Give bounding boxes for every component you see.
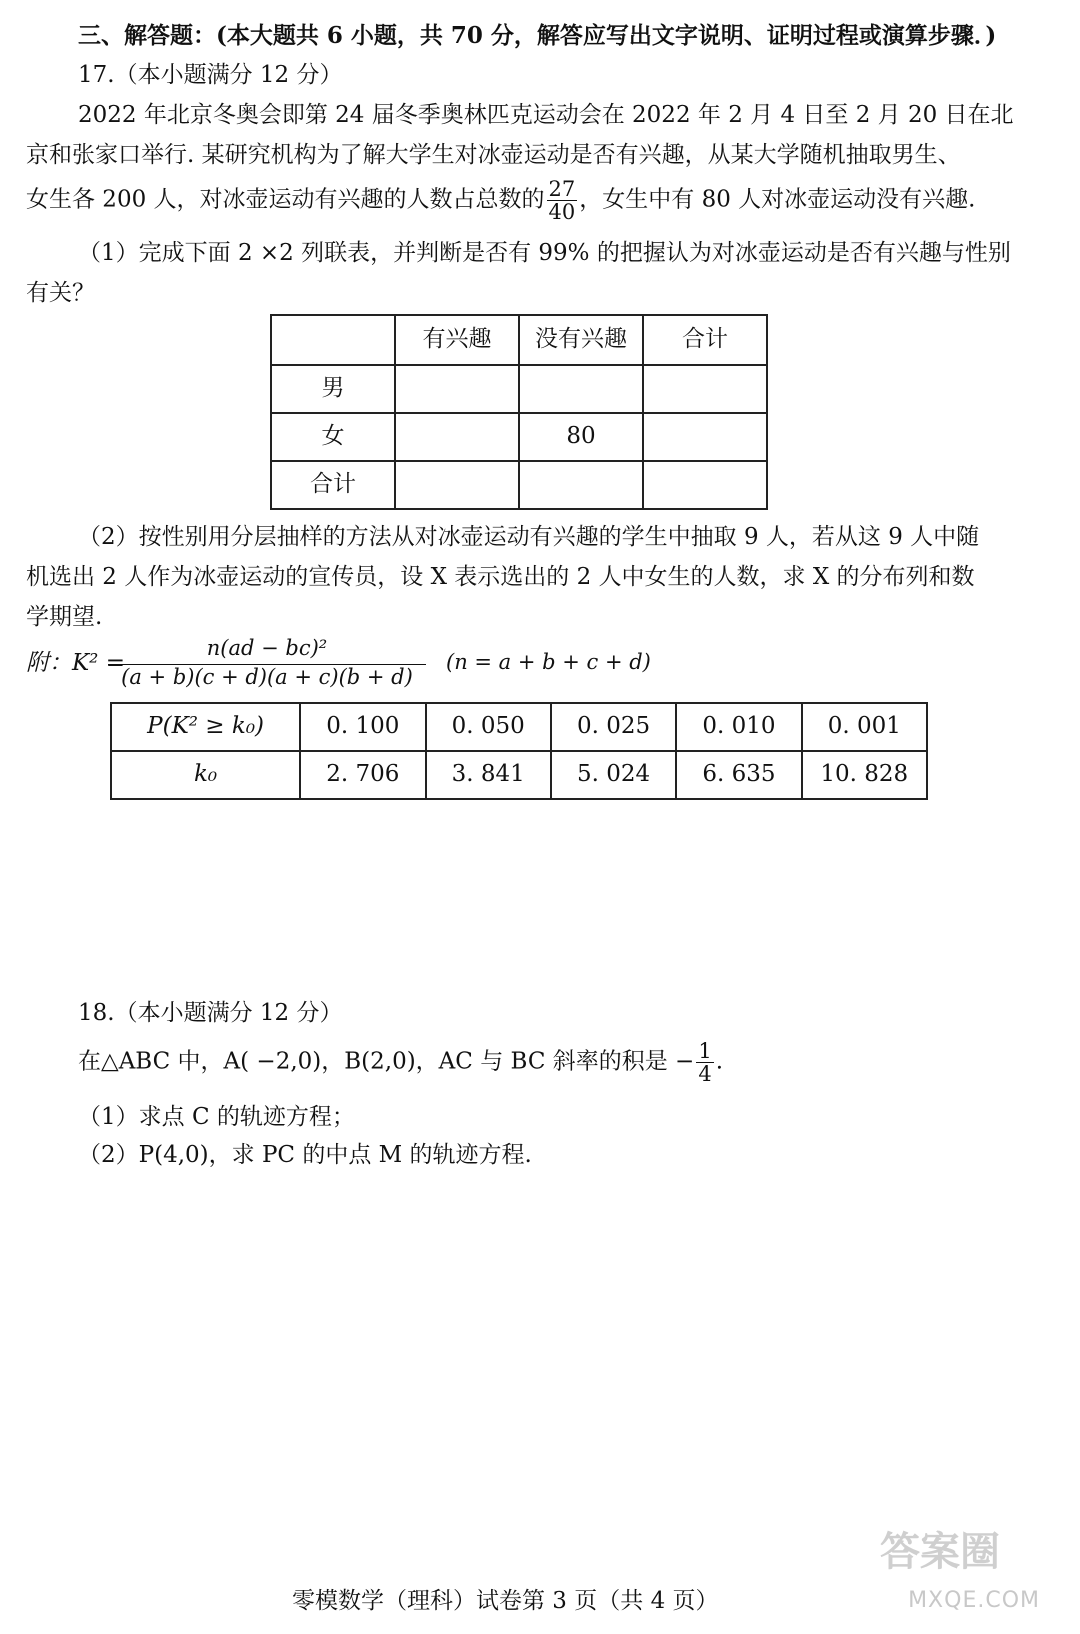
formula-denominator: (a + b)(c + d)(a + c)(b + d) — [121, 665, 413, 690]
table-cell: 0. 001 — [802, 703, 927, 751]
q18-line-1 — [78, 1040, 723, 1085]
q17-title: 17.（本小题满分 12 分） — [78, 62, 343, 88]
table-cell — [519, 461, 643, 509]
table-cell — [643, 413, 767, 461]
watermark-text: MXQE.COM — [908, 1587, 1040, 1613]
table-header: 有兴趣 — [395, 315, 519, 365]
table-header-row — [271, 315, 767, 365]
critical-value-table — [110, 702, 928, 800]
q17-para-line-1: 2022 年北京冬奥会即第 24 届冬季奥林匹克运动会在 2022 年 2 月 4 日至 2 月 20 日在北 — [78, 102, 1014, 128]
table-cell: 5. 024 — [551, 751, 676, 799]
fraction-numerator: 1 — [698, 1039, 712, 1063]
fraction-numerator: 27 — [548, 177, 576, 201]
table-cell — [643, 365, 767, 413]
table-cell — [395, 413, 519, 461]
table-cell: 0. 025 — [551, 703, 676, 751]
q17-part2-line-3: 学期望. — [26, 604, 103, 630]
fraction-denominator: 40 — [548, 200, 576, 225]
table-cell: 0. 010 — [676, 703, 801, 751]
q17-part2-line-2: 机选出 2 人作为冰壶运动的宣传员，设 X 表示选出的 2 人中女生的人数，求 X 的分布列和数 — [26, 564, 975, 590]
table-row-label: 合计 — [271, 461, 395, 509]
table-cell: 10. 828 — [802, 751, 927, 799]
table-cell: 2. 706 — [300, 751, 425, 799]
table-cell: 6. 635 — [676, 751, 801, 799]
table-row — [271, 413, 767, 461]
q17-para-line-3 — [26, 178, 975, 223]
table-cell — [519, 365, 643, 413]
q18-title: 18.（本小题满分 12 分） — [78, 1000, 343, 1026]
table-row — [111, 751, 927, 799]
table-row-label: 男 — [271, 365, 395, 413]
table-row — [271, 461, 767, 509]
table-cell — [395, 365, 519, 413]
table-row-label: 女 — [271, 413, 395, 461]
q18-line-1-after: . — [715, 1048, 724, 1075]
table-header: 没有兴趣 — [519, 315, 643, 365]
q17-part1-line-2: 有关？ — [26, 280, 95, 306]
fraction-denominator: 4 — [698, 1062, 712, 1087]
formula-numerator: n(ad − bc)² — [108, 636, 426, 665]
table-cell: 0. 050 — [426, 703, 551, 751]
q17-para-line-3-after: ，女生中有 80 人对冰壶运动没有兴趣. — [579, 186, 976, 213]
q17-para-line-3-before: 女生各 200 人，对冰壶运动有兴趣的人数占总数的 — [26, 186, 545, 213]
q17-part2-line-1: （2）按性别用分层抽样的方法从对冰壶运动有兴趣的学生中抽取 9 人，若从这 9 人中随 — [78, 524, 980, 550]
q18-part-2: （2）P(4,0)，求 PC 的中点 M 的轨迹方程. — [78, 1142, 532, 1168]
formula-note: (n = a + b + c + d) — [446, 650, 651, 674]
fraction-1-4 — [696, 1040, 713, 1085]
table-row-label: k₀ — [111, 751, 300, 799]
q18-part-1: （1）求点 C 的轨迹方程； — [78, 1104, 355, 1130]
contingency-table — [270, 314, 768, 510]
table-header: 合计 — [643, 315, 767, 365]
table-cell — [271, 315, 395, 365]
q18-line-1-before: 在△ABC 中，A( −2,0)，B(2,0)，AC 与 BC 斜率的积是 − — [78, 1048, 695, 1075]
table-cell — [643, 461, 767, 509]
table-row-label: P(K² ≥ k₀) — [111, 703, 300, 751]
table-cell: 80 — [519, 413, 643, 461]
q17-para-line-2: 京和张家口举行. 某研究机构为了解大学生对冰壶运动是否有兴趣，从某大学随机抽取男生、 — [26, 142, 961, 168]
page-footer: 零模数学（理科）试卷第 3 页（共 4 页） — [292, 1588, 719, 1614]
table-row — [111, 703, 927, 751]
table-cell: 3. 841 — [426, 751, 551, 799]
table-row — [271, 365, 767, 413]
q17-part1-line-1: （1）完成下面 2 ×2 列联表，并判断是否有 99% 的把握认为对冰壶运动是否有兴趣与性别 — [78, 240, 1011, 266]
appendix-label: 附：K² = — [26, 650, 125, 676]
k-squared-formula — [108, 636, 426, 690]
table-cell — [395, 461, 519, 509]
fraction-27-40 — [547, 178, 578, 223]
table-cell: 0. 100 — [300, 703, 425, 751]
watermark-logo: 答案圈 — [880, 1529, 1000, 1575]
section-header: 三、解答题：(本大题共 6 小题，共 70 分，解答应写出文字说明、证明过程或演算步骤．) — [78, 22, 997, 49]
